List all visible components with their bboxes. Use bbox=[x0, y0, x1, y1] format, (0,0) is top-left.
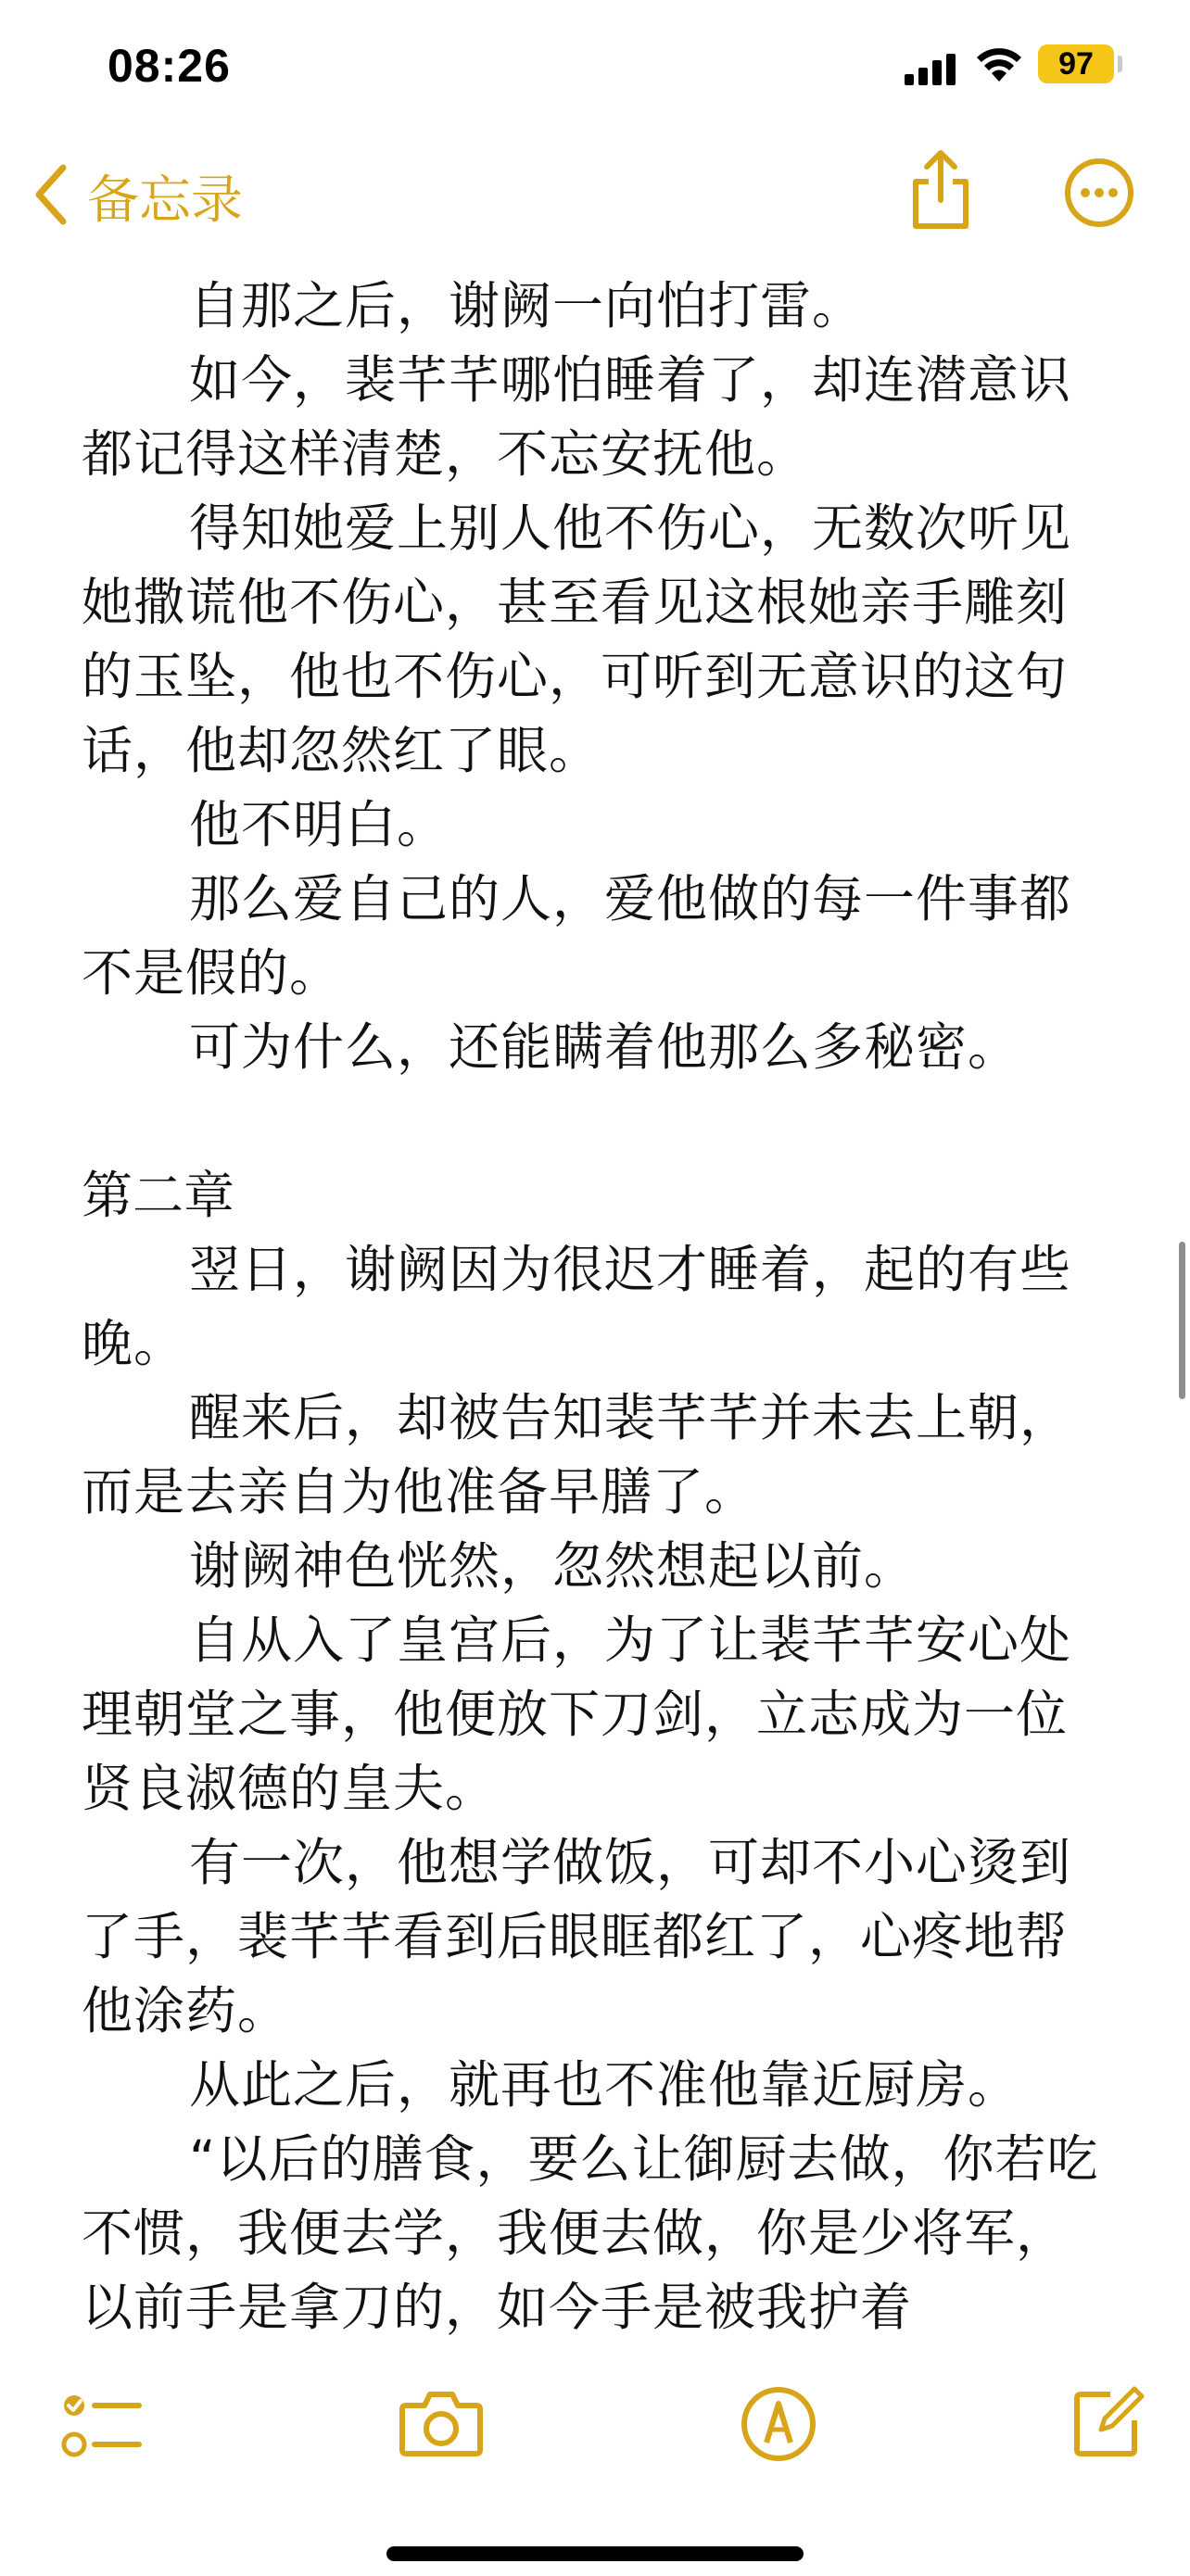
paragraph: 自从入了皇宫后，为了让裴芊芊安心处理朝堂之事，他便放下刀剑，立志成为一位贤良淑德的皇夫。 bbox=[82, 1610, 1072, 1818]
status-bar bbox=[0, 0, 1190, 139]
paragraph: 得知她爱上别人他不伤心，无数次听见她撒谎他不伤心，甚至看见这根她亲手雕刻的玉坠，他也不伤心，可听到无意识的这句话，他却忽然红了眼。 bbox=[82, 499, 1072, 780]
paragraph: 他不明白。 bbox=[189, 795, 449, 854]
paragraph: 醒来后，却被告知裴芊芊并未去上朝，而是去亲自为他准备早膳了。 bbox=[82, 1388, 1072, 1522]
paragraph: “以后的膳食，要么让御厨去做，你若吃不惯，我便去学，我便去做，你是少将军，以前手是拿刀的，如今手是被我护着 bbox=[82, 2129, 1099, 2337]
more-button[interactable] bbox=[1064, 158, 1134, 232]
share-button[interactable] bbox=[908, 148, 973, 235]
paragraph: 那么爱自己的人，爱他做的每一件事都不是假的。 bbox=[82, 869, 1072, 1003]
paragraph: 自那之后，谢阙一向怕打雷。 bbox=[189, 276, 865, 335]
chevron-left-icon bbox=[32, 162, 69, 231]
wifi-icon bbox=[975, 46, 1023, 87]
paragraph: 谢阙神色恍然，忽然想起以前。 bbox=[189, 1536, 917, 1596]
back-label: 备忘录 bbox=[87, 170, 243, 231]
nav-bar bbox=[0, 139, 1190, 250]
markup-icon bbox=[740, 2449, 817, 2467]
scrollbar-thumb[interactable] bbox=[1179, 1242, 1185, 1399]
signal-icon bbox=[905, 54, 958, 89]
camera-button[interactable] bbox=[399, 2387, 484, 2463]
paragraph: 如今，裴芊芊哪怕睡着了，却连潜意识都记得这样清楚，不忘安抚他。 bbox=[82, 350, 1072, 484]
paragraph: 有一次，他想学做饭，可却不小心烫到了手，裴芊芊看到后眼眶都红了，心疼地帮他涂药。 bbox=[82, 1833, 1072, 2040]
battery-nub bbox=[1118, 56, 1122, 72]
share-icon bbox=[908, 218, 973, 235]
note-body[interactable] bbox=[82, 269, 1112, 2344]
paragraph: 可为什么，还能瞒着他那么多秘密。 bbox=[189, 1017, 1020, 1077]
compose-icon bbox=[1070, 2445, 1147, 2463]
paragraph: 翌日，谢阙因为很迟才睡着，起的有些晚。 bbox=[82, 1240, 1072, 1373]
markup-button[interactable] bbox=[740, 2385, 817, 2467]
camera-icon bbox=[399, 2445, 484, 2463]
status-time: 08:26 bbox=[108, 40, 231, 92]
more-icon bbox=[1064, 214, 1134, 232]
compose-button[interactable] bbox=[1070, 2381, 1147, 2463]
checklist-icon bbox=[61, 2453, 145, 2470]
battery-icon: 97 bbox=[1038, 44, 1114, 83]
bottom-toolbar bbox=[0, 2381, 1190, 2493]
back-button[interactable] bbox=[32, 159, 243, 234]
chapter-title: 第二章 bbox=[82, 1166, 235, 1225]
checklist-button[interactable] bbox=[61, 2389, 145, 2470]
home-indicator[interactable] bbox=[386, 2546, 804, 2561]
paragraph: 从此之后，就再也不准他靠近厨房。 bbox=[189, 2055, 1020, 2115]
